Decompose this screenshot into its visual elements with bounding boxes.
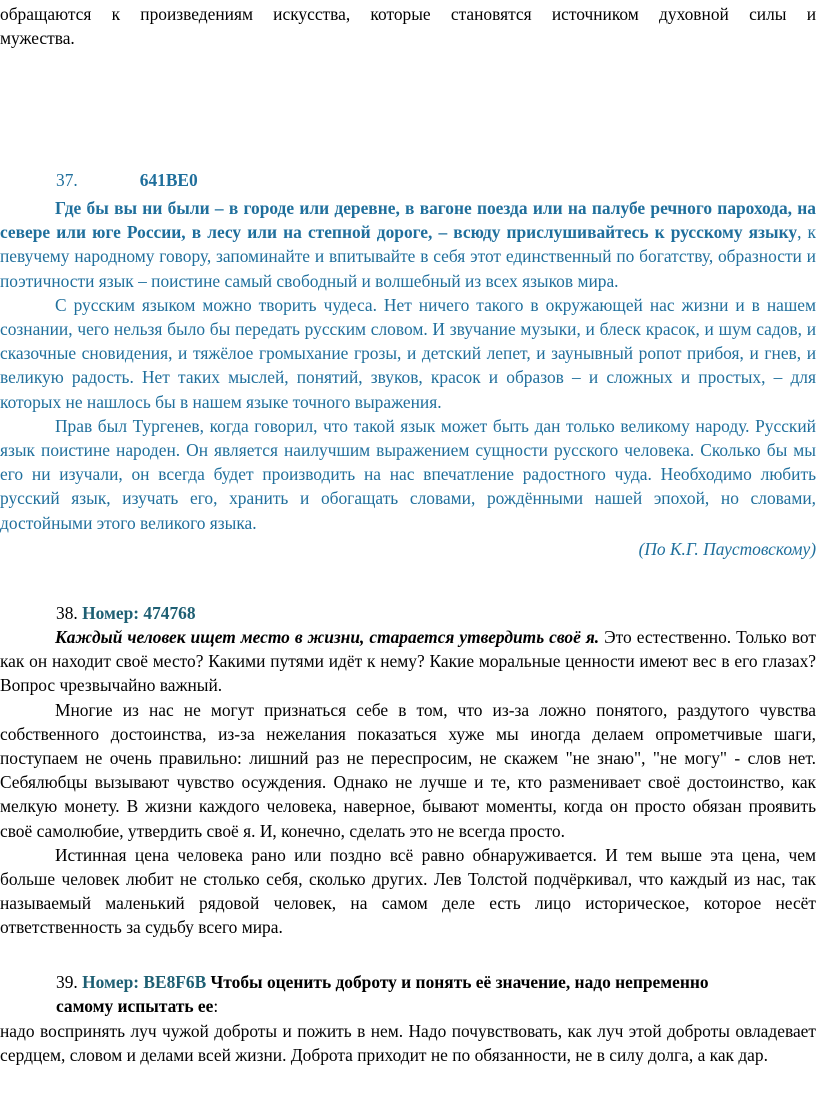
task-39-title-line-1: Чтобы оценить доброту и понять её значение, надо непременно: [210, 972, 709, 992]
task-38-bold-lead: Каждый человек ищет место в жизни, старается утвердить своё я.: [55, 627, 600, 647]
task-37-paragraph-2: С русским языком можно творить чудеса. Нет ничего такого в окружающей нас жизни и в нашем сознании, чего нельзя было бы передать русским словом. И звучание музыки, и блеск красок, и шум садов, и сказочные сновидения, и тяжёлое громыхание грозы, и детский лепет, и заунывный ропот прибоя, и гнев, и великую радость. Нет таких мыслей, понятий, звуков, красок и образов – и сложных и простых, – для которых не нашлось бы в нашем языке точного выражения.: [0, 294, 816, 412]
task-39-colon: :: [213, 996, 219, 1017]
task-39-paragraph-1: надо воспринять луч чужой доброты и пожить в нем. Надо почувствовать, как луч этой доброты овладевает сердцем, словом и делами всей жизни. Доброта приходит не по обязанности, не в силу долга, а как дар.: [0, 1021, 816, 1066]
task-37-paragraph-1: [0, 196, 816, 293]
task-38-paragraph-3: Истинная цена человека рано или поздно всё равно обнаруживается. И тем выше эта цена, чем больше человек любит не столько себя, сколько других. Лев Толстой подчёркивал, что каждый из нас, так называемый маленький рядовой человек, на самом деле есть лицо историческое, которое несёт ответственность за судьбу всего мира.: [0, 844, 816, 938]
task-39-label: Номер: BE8F6B: [82, 972, 207, 992]
task-38-p1-rest: Это естественно. Только вот как он находит своё место? Какими путями идёт к нему? Какие моральные ценности имеют вес в его глазах? Вопрос чрезвычайно важный.: [0, 627, 816, 696]
task-37-text: [0, 196, 816, 561]
intro-line-2: мужества.: [0, 28, 75, 49]
task-38-paragraph-1: [0, 625, 816, 698]
task-38-text: [0, 625, 816, 940]
task-37-code: 641BE0: [139, 170, 198, 190]
task-39-text: [0, 1019, 816, 1067]
task-37-number: 37.: [56, 170, 78, 190]
intro-block: [0, 2, 816, 50]
task-38-heading: [0, 601, 816, 625]
intro-line-1: обращаются к произведениям искусства, которые становятся источником духовной силы и: [0, 4, 816, 24]
task-39-title-line-2: самому испытать ее: [56, 996, 214, 1017]
task-38-label: Номер: 474768: [82, 603, 196, 623]
task-39-heading: [0, 970, 816, 1018]
task-39-number: 39.: [56, 972, 78, 992]
task-38-number: 38.: [56, 603, 78, 623]
task-37-source: (По К.Г. Паустовскому): [638, 538, 816, 559]
task-37-paragraph-3: Прав был Тургенев, когда говорил, что такой язык может быть дан только великому народу. Русский язык поистине народен. Он является наилучшим выражением сущности русского человека. Сколько бы мы его ни изучали, он всегда будет производить на нас впечатление радостного чуда. Необходимо любить русский язык, изучать его, хранить и обогащать словами, рождёнными нашей эпохой, но словами, достойными этого великого языка.: [0, 415, 816, 533]
task-37-bold-lead: Где бы вы ни были – в городе или деревне, в вагоне поезда или на палубе речного парохода, на севере или юге России, в лесу или на степной дороге, – всюду прислушивайтесь к русскому языку: [0, 198, 816, 243]
task-37-p1-rest: , к певучему народному говору, запоминайте и впитывайте в себя этот единственный по богатству, образности и поэтичности язык – поистине самый свободный и волшебный из всех языков мира.: [0, 222, 816, 291]
task-37-heading: [0, 168, 816, 192]
task-38-paragraph-2: Многие из нас не могут признаться себе в том, что из-за ложно понятого, раздутого чувства собственного достоинства, из-за нежелания показаться хуже мы иногда делаем опрометчивые шаги, поступаем не очень правильно: лишний раз не переспросим, не скажем "не знаю", "не могу" - слов нет. Себялюбцы вызывают чувство осуждения. Однако не лучше и те, кто разменивает своё достоинство, как мелкую монету. В жизни каждого человека, наверное, бывают моменты, когда он просто обязан проявить своё самолюбие, утвердить своё я. И, конечно, сделать это не всегда просто.: [0, 699, 816, 841]
